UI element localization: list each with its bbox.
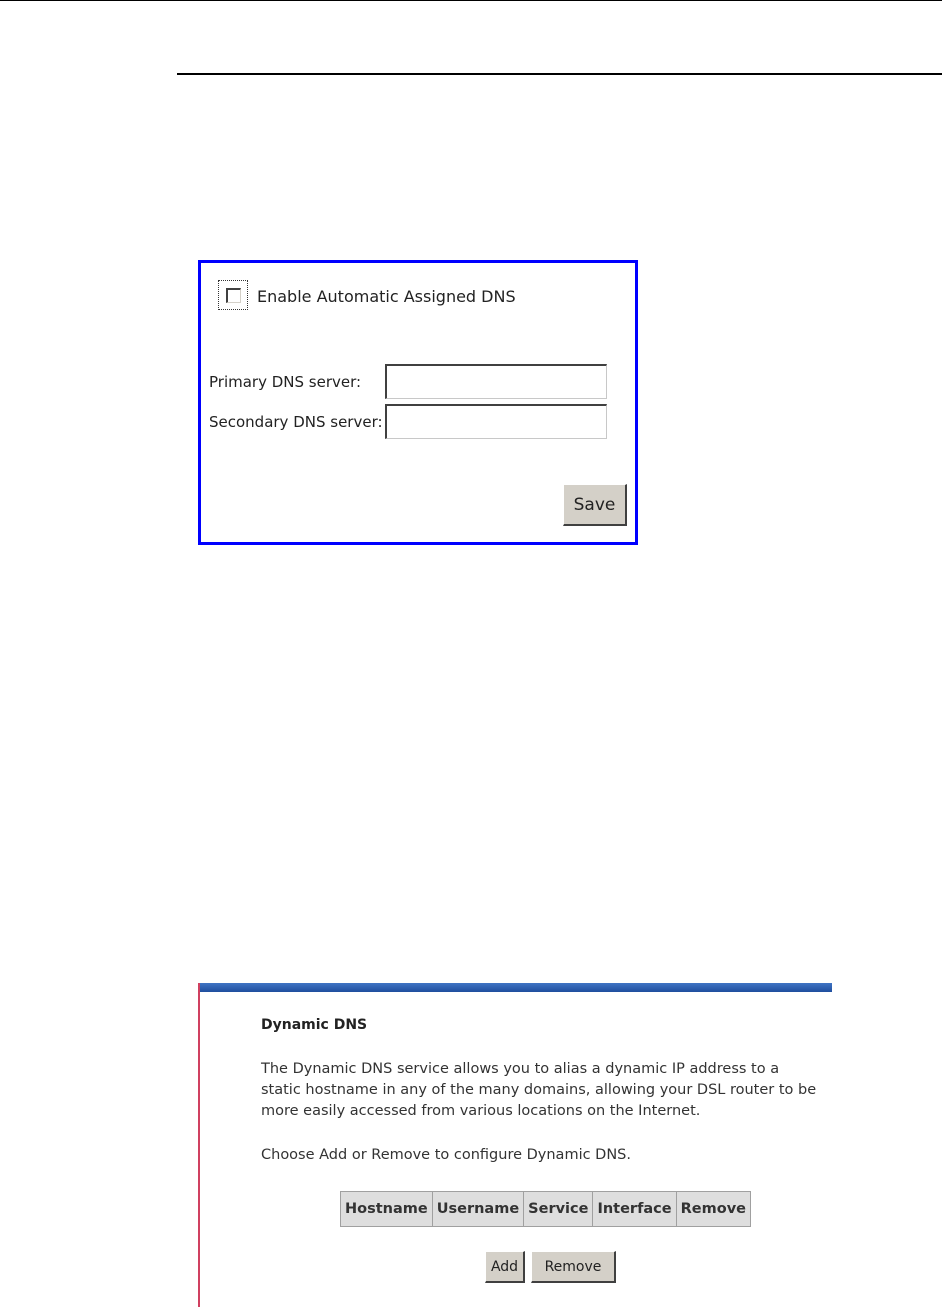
secondary-dns-input[interactable] — [385, 404, 607, 439]
auto-dns-checkbox[interactable] — [226, 288, 241, 303]
dns-settings-panel — [198, 260, 638, 545]
primary-dns-input[interactable] — [385, 364, 607, 399]
dynamic-dns-header-bar — [198, 983, 832, 992]
secondary-dns-label: Secondary DNS server: — [209, 413, 383, 431]
column-hostname: Hostname — [341, 1192, 433, 1227]
save-button[interactable]: Save — [563, 484, 627, 526]
page-header-rule — [177, 73, 942, 75]
primary-dns-label: Primary DNS server: — [209, 373, 362, 391]
dynamic-dns-title: Dynamic DNS — [261, 1017, 368, 1033]
remove-button[interactable]: Remove — [531, 1251, 616, 1283]
column-interface: Interface — [593, 1192, 676, 1227]
page-top-rule — [0, 0, 942, 1]
column-username: Username — [432, 1192, 523, 1227]
table-header-row — [341, 1192, 751, 1227]
dynamic-dns-description: The Dynamic DNS service allows you to alias a dynamic IP address to a static hostname in any of the many domains, allowing your DSL router to be more easily accessed from various locations on the Internet. — [261, 1061, 817, 1119]
column-remove: Remove — [676, 1192, 750, 1227]
auto-dns-checkbox-label: Enable Automatic Assigned DNS — [257, 287, 516, 306]
dynamic-dns-instruction: Choose Add or Remove to configure Dynamic DNS. — [261, 1147, 631, 1163]
auto-dns-checkbox-focus[interactable] — [218, 280, 248, 310]
column-service: Service — [524, 1192, 593, 1227]
dynamic-dns-left-border — [198, 983, 200, 1307]
dynamic-dns-panel — [198, 983, 832, 1307]
dynamic-dns-table — [340, 1191, 751, 1227]
add-button[interactable]: Add — [485, 1251, 525, 1283]
